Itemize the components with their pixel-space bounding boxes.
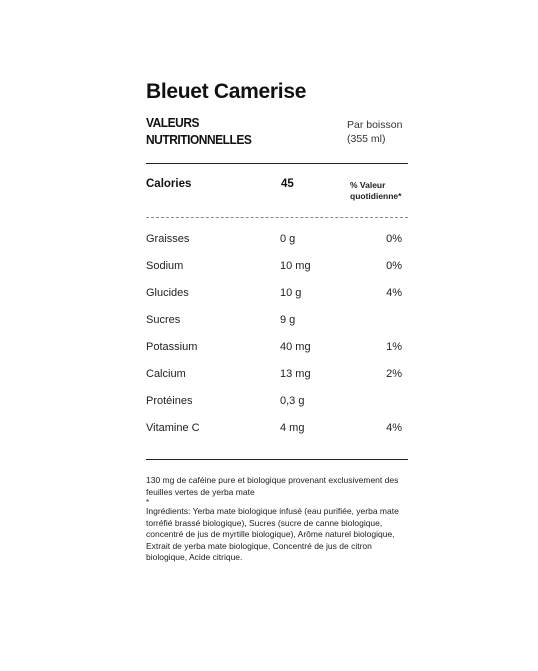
nutrient-name: Graisses [146, 233, 190, 245]
nutrition-heading [146, 114, 251, 148]
caffeine-note: 130 mg de caféine pure et biologique provenant exclusivement des feuilles vertes de yerba mate [146, 475, 399, 497]
daily-value-header-line2: quotidienne* [350, 191, 402, 201]
nutrient-name: Potassium [146, 341, 198, 353]
nutrition-heading-line2: NUTRITIONNELLES [146, 132, 252, 147]
nutrient-percent: 4% [386, 287, 402, 299]
nutrient-percent: 1% [386, 341, 402, 353]
nutrition-heading-line1: VALEURS [146, 115, 200, 130]
nutrient-amount: 10 g [280, 287, 302, 299]
nutrient-amount: 10 mg [280, 260, 311, 272]
nutrient-percent: 0% [386, 260, 402, 272]
nutrient-name: Vitamine C [146, 422, 200, 434]
ingredients-list: Ingrédients: Yerba mate biologique infusé (eau purifiée, yerba mate torréfié brassé biologique), Sucres (sucre de canne biologique, concentré de jus de myrtille biologique), Arôme naturel biologique, Extrait de yerba mate biologique, Concentré de jus de citron biologique, Acide citrique. [146, 506, 399, 562]
nutrient-name: Protéines [146, 395, 193, 407]
serving-size-line2: (355 ml) [347, 133, 386, 145]
nutrient-amount: 13 mg [280, 368, 311, 380]
nutrient-percent: 2% [386, 368, 402, 380]
footnote-marker: * [146, 498, 150, 507]
nutrient-amount: 0,3 g [280, 395, 305, 407]
nutrient-name: Calcium [146, 368, 186, 380]
serving-size [347, 118, 402, 146]
serving-size-line1: Par boisson [347, 119, 403, 131]
nutrient-amount: 0 g [280, 233, 296, 245]
product-title: Bleuet Camerise [146, 80, 307, 103]
nutrient-percent: 0% [386, 233, 402, 245]
nutrient-row [146, 395, 408, 411]
nutrient-row [146, 260, 408, 276]
nutrient-row [146, 422, 408, 438]
nutrient-amount: 4 mg [280, 422, 305, 434]
nutrient-amount: 9 g [280, 314, 296, 326]
bottom-rule [146, 459, 408, 460]
top-rule [146, 163, 408, 164]
nutrient-row [146, 314, 408, 330]
nutrient-row [146, 368, 408, 384]
nutrient-name: Sucres [146, 314, 181, 326]
nutrient-row [146, 341, 408, 357]
daily-value-header-line1: % Valeur [350, 180, 386, 190]
nutrient-amount: 40 mg [280, 341, 311, 353]
calories-label: Calories [146, 178, 192, 190]
calories-divider [146, 217, 408, 218]
nutrient-name: Sodium [146, 260, 184, 272]
calories-value: 45 [281, 178, 294, 190]
nutrient-row [146, 233, 408, 249]
nutrient-percent: 4% [386, 422, 402, 434]
nutrient-name: Glucides [146, 287, 189, 299]
daily-value-header [350, 180, 401, 202]
nutrient-row [146, 287, 408, 303]
